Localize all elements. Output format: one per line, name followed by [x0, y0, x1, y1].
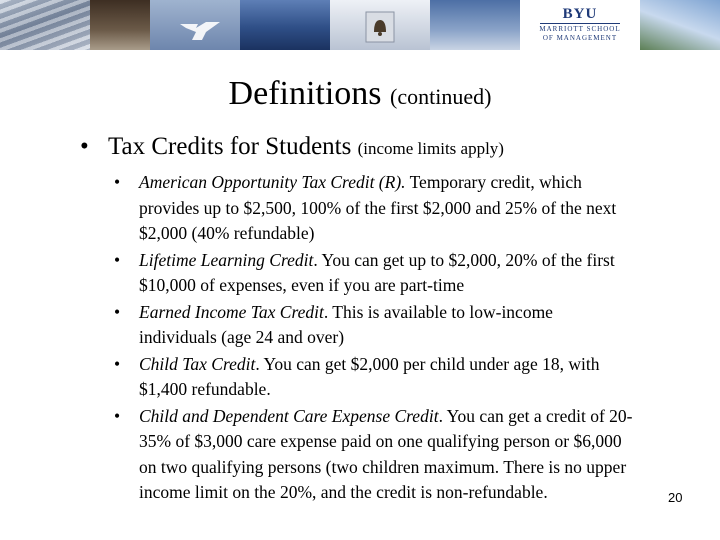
- banner-photo-statue: [90, 0, 150, 50]
- banner-photo-sky: [240, 0, 330, 50]
- sub-bullet-list: [114, 170, 634, 507]
- list-item: [114, 352, 634, 403]
- school-name-line1: MARRIOTT SCHOOL: [539, 25, 621, 33]
- list-item: [114, 404, 634, 506]
- header-banner: [0, 0, 720, 50]
- bullet-marker: •: [114, 249, 121, 270]
- credit-name: Earned Income Tax Credit: [139, 301, 324, 322]
- list-item: [114, 248, 634, 299]
- banner-photo-campus: [430, 0, 520, 50]
- credit-description: Temporary credit, which provides up to $2,500, 100% of the first $2,000 and 25% of the next $2,000 (40% refundable): [139, 172, 617, 243]
- credit-name: Lifetime Learning Credit: [139, 249, 314, 270]
- page-number: 20: [668, 490, 683, 505]
- bullet-marker: •: [114, 301, 121, 322]
- bullet-marker: •: [114, 172, 121, 192]
- banner-photo-building: [0, 0, 90, 50]
- credit-name: Child Tax Credit: [139, 353, 256, 374]
- list-item: [114, 300, 634, 351]
- bullet-marker: •: [80, 133, 89, 160]
- banner-photo-y-mountain: [150, 0, 240, 50]
- title-suffix: (continued): [390, 84, 492, 109]
- title-main: Definitions: [228, 75, 382, 112]
- bullet-marker: •: [114, 353, 121, 374]
- banner-photo-trees: [640, 0, 720, 50]
- credit-description: . You can get a credit of 20-35% of $3,000 care expense paid on one qualifying person or $6,000 on two qualifying persons (two children maximum. There is no upper income limit on the 20%, and the credit is non-refundable.: [139, 405, 633, 502]
- credit-name: American Opportunity Tax Credit (R).: [139, 172, 406, 192]
- school-name-line2: OF MANAGEMENT: [542, 34, 618, 42]
- credit-name: Child and Dependent Care Expense Credit: [139, 405, 439, 426]
- bell-icon: [362, 10, 398, 44]
- bullet-marker: •: [114, 405, 121, 426]
- byu-marriott-logo: [520, 0, 640, 50]
- byu-logo-text: BYU: [562, 6, 598, 22]
- main-bullet-note: (income limits apply): [357, 139, 504, 158]
- credit-description: . You can get up to $2,000, 20% of the first $10,000 of expenses, even if you are part-time: [139, 249, 615, 295]
- credit-description: . You can get $2,000 per child under age 18, with $1,400 refundable.: [139, 353, 600, 399]
- list-item: [114, 170, 634, 247]
- credit-description: . This is available to low-income individuals (age 24 and over): [139, 301, 553, 347]
- main-bullet-text: Tax Credits for Students: [108, 133, 352, 160]
- slide-title: [0, 74, 720, 117]
- y-logo-icon: [176, 18, 224, 42]
- banner-photo-bell-tower: [330, 0, 430, 50]
